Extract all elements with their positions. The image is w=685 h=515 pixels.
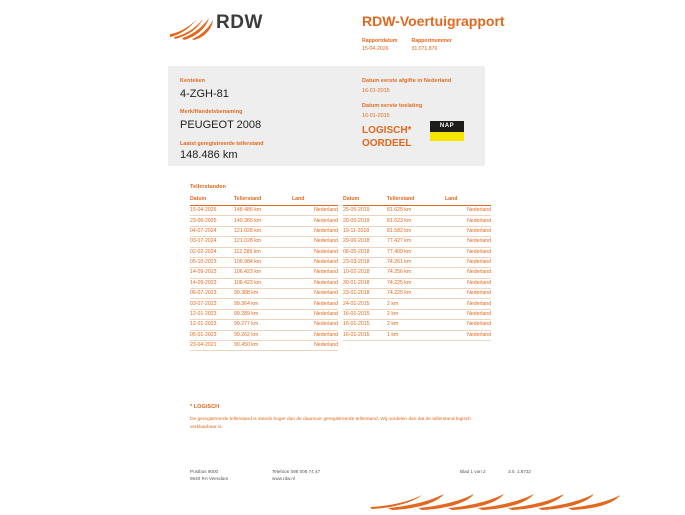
report-date-label: Rapportdatum bbox=[362, 38, 398, 44]
page-title: RDW-Voertuigrapport bbox=[362, 13, 505, 29]
rdw-swoosh-icon bbox=[168, 14, 214, 40]
cell-land: Nederland bbox=[292, 237, 338, 247]
table-row bbox=[343, 257, 491, 267]
cell-km: 77.427 km bbox=[387, 237, 445, 247]
cell-date: 03-07-2024 bbox=[190, 237, 234, 247]
cell-land: Nederland bbox=[445, 226, 491, 236]
table-row bbox=[343, 278, 491, 288]
cell-date: 16-01-2015 bbox=[343, 320, 387, 330]
report-number-value: 31.071.876 bbox=[411, 46, 438, 52]
cell-land: Nederland bbox=[292, 226, 338, 236]
merk-value: PEUGEOT 2008 bbox=[180, 119, 262, 131]
cell-km: 2 km bbox=[387, 309, 445, 319]
cell-land: Nederland bbox=[445, 278, 491, 288]
mileage-table-title: Tellerstanden bbox=[190, 184, 226, 190]
table-row bbox=[343, 309, 491, 319]
table-row bbox=[190, 320, 338, 330]
nap-yellow-bar bbox=[430, 132, 464, 141]
vehicle-identity-block bbox=[180, 77, 350, 139]
cell-km: 112.289 km bbox=[234, 247, 292, 257]
report-date-block bbox=[362, 37, 410, 53]
table-row bbox=[190, 299, 338, 309]
footnote-block bbox=[190, 404, 490, 431]
footnote-body: De geregistreerde tellerstand is steeds hoger dan de daarvoor geregistreerde tellerstand. Wij oordelen dan dat de tellerstand logisch verklaarbaar is. bbox=[190, 417, 471, 430]
table-row bbox=[190, 206, 338, 216]
report-date-value: 15-04-2026 bbox=[362, 46, 389, 52]
cell-date: 23-04-2021 bbox=[190, 340, 234, 350]
footer-phone: Telefoon 088 008 74 47 bbox=[272, 469, 321, 474]
footer-address bbox=[190, 468, 228, 482]
table-row bbox=[190, 216, 338, 226]
nap-badge bbox=[430, 121, 464, 141]
cell-date: 29-06-2018 bbox=[343, 237, 387, 247]
cell-land: Nederland bbox=[292, 268, 338, 278]
cell-land: Nederland bbox=[445, 309, 491, 319]
col-header-km: Tellerstand bbox=[387, 195, 445, 206]
cell-land: Nederland bbox=[292, 289, 338, 299]
cell-land: Nederland bbox=[445, 247, 491, 257]
cell-km: 106.423 km bbox=[234, 268, 292, 278]
cell-date: 03-07-2023 bbox=[190, 299, 234, 309]
cell-land: Nederland bbox=[292, 330, 338, 340]
table-row bbox=[343, 237, 491, 247]
report-number-label: Rapportnummer bbox=[411, 38, 452, 44]
table-row bbox=[190, 330, 338, 340]
cell-date: 04-07-2024 bbox=[190, 226, 234, 236]
table-row bbox=[190, 226, 338, 236]
col-header-land: Land bbox=[445, 195, 491, 206]
footer-website[interactable]: www.rdw.nl bbox=[272, 476, 295, 481]
table-row bbox=[190, 268, 338, 278]
cell-km: 77.409 km bbox=[387, 247, 445, 257]
table-row bbox=[343, 289, 491, 299]
cell-land: Nederland bbox=[292, 309, 338, 319]
cell-km: 81.625 km bbox=[387, 206, 445, 216]
toelating-value: 16-01-2015 bbox=[362, 113, 390, 119]
footer-contact bbox=[272, 468, 320, 482]
cell-km: 106.423 km bbox=[234, 278, 292, 288]
rdw-logo-text: RDW bbox=[216, 12, 263, 33]
cell-km: 99.364 km bbox=[234, 299, 292, 309]
cell-land: Nederland bbox=[292, 320, 338, 330]
table-header-row bbox=[343, 195, 491, 206]
table-row bbox=[190, 257, 338, 267]
cell-date: 24-01-2015 bbox=[343, 299, 387, 309]
cell-date: 05-10-2023 bbox=[190, 257, 234, 267]
cell-land: Nederland bbox=[292, 278, 338, 288]
cell-date: 23-06-2025 bbox=[190, 216, 234, 226]
toelating-label: Datum eerste toelating bbox=[362, 103, 423, 109]
cell-date: 08-05-2018 bbox=[343, 247, 387, 257]
merk-label: Merk/Handelsbenaming bbox=[180, 109, 243, 115]
cell-date: 15-04-2026 bbox=[190, 206, 234, 216]
cell-land: Nederland bbox=[445, 216, 491, 226]
vehicle-dates-block bbox=[362, 77, 482, 127]
table-row bbox=[343, 299, 491, 309]
verdict-line-1: LOGISCH* bbox=[362, 125, 412, 136]
col-header-date: Datum bbox=[343, 195, 387, 206]
cell-km: 74.225 km bbox=[387, 278, 445, 288]
cell-km: 140.365 km bbox=[234, 216, 292, 226]
cell-date: 20-05-2019 bbox=[343, 216, 387, 226]
cell-km: 121.028 km bbox=[234, 226, 292, 236]
cell-km: 148.486 km bbox=[234, 206, 292, 216]
mileage-label: Laatst geregistreerde tellerstand bbox=[180, 141, 264, 147]
cell-land: Nederland bbox=[445, 268, 491, 278]
cell-land: Nederland bbox=[292, 340, 338, 350]
table-row bbox=[343, 320, 491, 330]
cell-date: 23-01-2018 bbox=[343, 289, 387, 299]
cell-date: 30-01-2018 bbox=[343, 278, 387, 288]
cell-land: Nederland bbox=[445, 289, 491, 299]
table-row bbox=[190, 340, 338, 350]
table-row bbox=[343, 226, 491, 236]
afgifte-label: Datum eerste afgifte in Nederland bbox=[362, 78, 452, 84]
check-icon: ✓ bbox=[453, 121, 462, 132]
mileage-table-right bbox=[343, 195, 491, 341]
footer-address-line1: Postbus 9000 bbox=[190, 469, 219, 474]
verdict-text bbox=[362, 124, 411, 150]
mileage-value: 148.486 km bbox=[180, 149, 238, 161]
cell-km: 90.450 km bbox=[234, 340, 292, 350]
cell-date: 14-09-2023 bbox=[190, 278, 234, 288]
cell-km: 2 km bbox=[387, 299, 445, 309]
cell-land: Nederland bbox=[445, 330, 491, 340]
table-row bbox=[343, 330, 491, 340]
cell-km: 99.289 km bbox=[234, 309, 292, 319]
mileage-table-right-body bbox=[343, 206, 491, 341]
cell-date: 05-01-2023 bbox=[190, 330, 234, 340]
cell-km: 99.277 km bbox=[234, 320, 292, 330]
cell-km: 74.256 km bbox=[387, 268, 445, 278]
report-meta bbox=[362, 37, 522, 53]
table-row bbox=[343, 268, 491, 278]
verdict-line-2: OORDEEL bbox=[362, 138, 412, 149]
col-header-km: Tellerstand bbox=[234, 195, 292, 206]
table-row bbox=[190, 237, 338, 247]
afgifte-value: 16-01-2015 bbox=[362, 88, 390, 94]
table-header-row bbox=[190, 195, 338, 206]
cell-date: 10-02-2018 bbox=[343, 268, 387, 278]
cell-land: Nederland bbox=[292, 299, 338, 309]
footer-version: 3.0. 1.8732 bbox=[508, 469, 531, 474]
cell-date: 12-01-2023 bbox=[190, 320, 234, 330]
cell-land: Nederland bbox=[445, 320, 491, 330]
cell-km: 1 km bbox=[387, 330, 445, 340]
cell-land: Nederland bbox=[292, 257, 338, 267]
vehicle-info-panel bbox=[168, 66, 485, 166]
cell-land: Nederland bbox=[292, 247, 338, 257]
footnote-title: * LOGISCH bbox=[190, 404, 220, 410]
kenteken-label: Kenteken bbox=[180, 78, 206, 84]
footer-address-line2: 9640 RA Veendam bbox=[190, 476, 229, 481]
table-row bbox=[190, 278, 338, 288]
cell-km: 74.225 km bbox=[387, 289, 445, 299]
cell-date: 14-09-2023 bbox=[190, 268, 234, 278]
cell-km: 106.984 km bbox=[234, 257, 292, 267]
cell-date: 23-03-2018 bbox=[343, 257, 387, 267]
cell-km: 81.582 km bbox=[387, 226, 445, 236]
cell-km: 81.623 km bbox=[387, 216, 445, 226]
cell-date: 02-02-2024 bbox=[190, 247, 234, 257]
rdw-footer-swoosh-icon bbox=[370, 494, 620, 510]
mileage-table-left-body bbox=[190, 206, 338, 351]
cell-km: 121.028 km bbox=[234, 237, 292, 247]
cell-date: 25-05-2019 bbox=[343, 206, 387, 216]
cell-land: Nederland bbox=[292, 216, 338, 226]
table-row bbox=[343, 247, 491, 257]
cell-km: 99.388 km bbox=[234, 289, 292, 299]
cell-km: 2 km bbox=[387, 320, 445, 330]
nap-label: NAP bbox=[430, 121, 464, 132]
cell-km: 99.262 km bbox=[234, 330, 292, 340]
cell-land: Nederland bbox=[445, 237, 491, 247]
table-row bbox=[190, 309, 338, 319]
cell-land: Nederland bbox=[445, 299, 491, 309]
cell-date: 19-11-2018 bbox=[343, 226, 387, 236]
document-header bbox=[0, 0, 685, 62]
table-row bbox=[190, 247, 338, 257]
footer-page-number: Blad 1 van 2 bbox=[460, 469, 486, 474]
report-number-block bbox=[411, 37, 451, 53]
table-row bbox=[343, 216, 491, 226]
mileage-table-left bbox=[190, 195, 338, 351]
footer-swoosh-band bbox=[370, 494, 620, 510]
cell-date: 06-07-2023 bbox=[190, 289, 234, 299]
cell-km: 74.261 km bbox=[387, 257, 445, 267]
cell-land: Nederland bbox=[445, 257, 491, 267]
cell-date: 12-01-2023 bbox=[190, 309, 234, 319]
kenteken-value: 4-ZGH-81 bbox=[180, 88, 229, 100]
col-header-land: Land bbox=[292, 195, 338, 206]
rdw-logo bbox=[168, 10, 298, 44]
cell-date: 16-01-2015 bbox=[343, 330, 387, 340]
col-header-date: Datum bbox=[190, 195, 234, 206]
table-row bbox=[190, 289, 338, 299]
cell-land: Nederland bbox=[292, 206, 338, 216]
cell-land: Nederland bbox=[445, 206, 491, 216]
table-row bbox=[343, 206, 491, 216]
cell-date: 16-01-2015 bbox=[343, 309, 387, 319]
